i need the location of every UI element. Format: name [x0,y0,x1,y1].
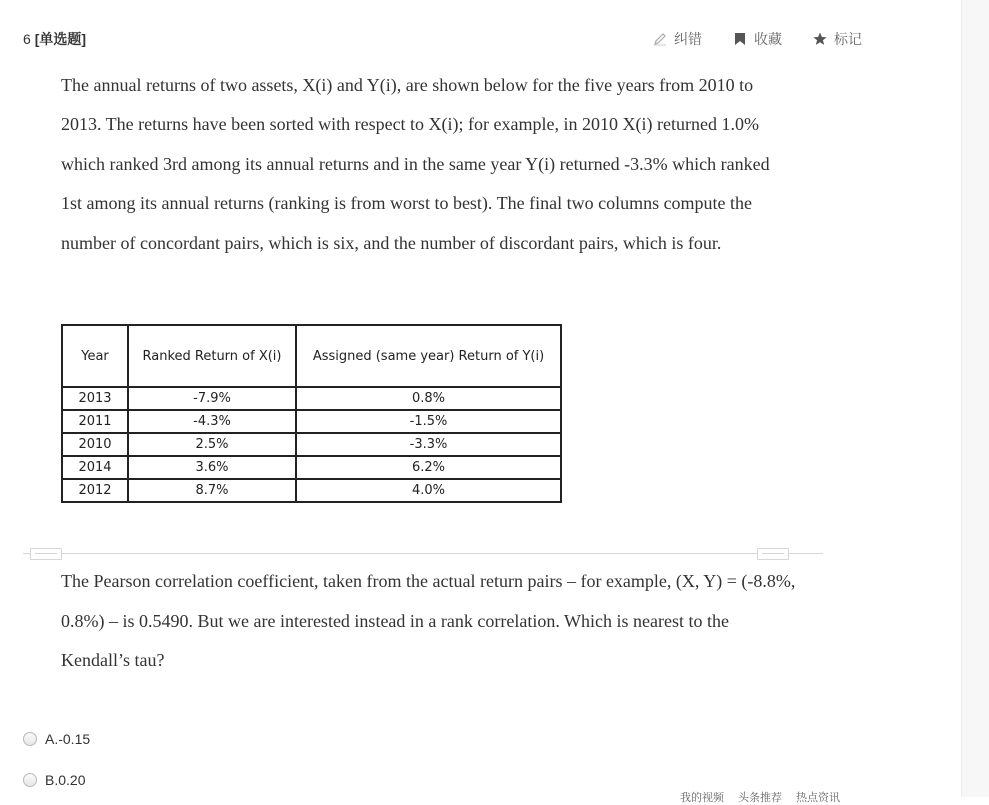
question-type: [单选题] [34,31,87,47]
pencil-icon [652,31,668,47]
table-header-cell: Year [62,325,128,387]
table-cell: 2010 [62,433,128,456]
correct-label: 纠错 [674,31,702,47]
question-stem: The annual returns of two assets, X(i) and Y(i), are shown below for the five years from 2010 to 2013. The returns have been sorted with respect to X(i); for example, in 2010 X(i) returned 1.0% which ranked 3rd among its annual returns and in the same year Y(i) returned -3.3% which ranked 1st among its annual returns (ranking is from worst to best). The final two columns compute the number of concordant pairs, which is six, and the number of discordant pairs, which is four. [61,75,770,253]
correct-button[interactable] [652,29,702,49]
table-row [62,410,561,433]
table-row [62,387,561,410]
question-number: 6 [23,31,31,47]
table-cell: 8.7% [128,479,296,502]
divider-handle-right [757,548,789,560]
table-cell: 2012 [62,479,128,502]
option-label: B.0.20 [45,772,86,788]
mark-label: 标记 [834,31,862,47]
question-prompt: The Pearson correlation coefficient, taken from the actual return pairs – for example, (X, Y) = (-8.8%, 0.8%) – is 0.5490. But we are interested instead in a rank correlation. Which is nearest to the Kendall’s tau? [61,571,796,671]
option-label: A.-0.15 [45,731,91,747]
table-cell: -3.3% [296,433,561,456]
bottom-toolbar [680,789,989,804]
table-cell: 2014 [62,456,128,479]
table-cell: 2011 [62,410,128,433]
returns-table [61,324,562,503]
star-icon [812,31,828,47]
table-header-cell: Assigned (same year) Return of Y(i) [296,325,561,387]
section-divider [23,553,823,554]
table-row [62,479,561,502]
table-cell: 2.5% [128,433,296,456]
table-cell: -7.9% [128,387,296,410]
table-header-row [62,325,561,387]
table-cell: 2013 [62,387,128,410]
bottom-link[interactable]: 我的视频 [680,792,724,804]
radio-button[interactable] [23,773,37,787]
table-cell: 3.6% [128,456,296,479]
table-row [62,433,561,456]
question-header [23,29,86,49]
bookmark-icon [732,31,748,47]
question-actions [652,29,862,49]
option-b[interactable] [23,772,85,788]
favorite-label: 收藏 [754,31,782,47]
favorite-button[interactable] [732,29,782,49]
mark-button[interactable] [812,29,862,49]
divider-handle-left [30,548,62,560]
table-cell: -4.3% [128,410,296,433]
radio-button[interactable] [23,732,37,746]
table-header-cell: Ranked Return of X(i) [128,325,296,387]
table-row [62,456,561,479]
bottom-link[interactable]: 头条推荐 [738,792,782,804]
bottom-link[interactable]: 热点资讯 [796,792,840,804]
scrollbar[interactable] [961,0,989,797]
table-cell: 6.2% [296,456,561,479]
table-cell: -1.5% [296,410,561,433]
table-cell: 4.0% [296,479,561,502]
table-cell: 0.8% [296,387,561,410]
option-a[interactable] [23,731,90,747]
